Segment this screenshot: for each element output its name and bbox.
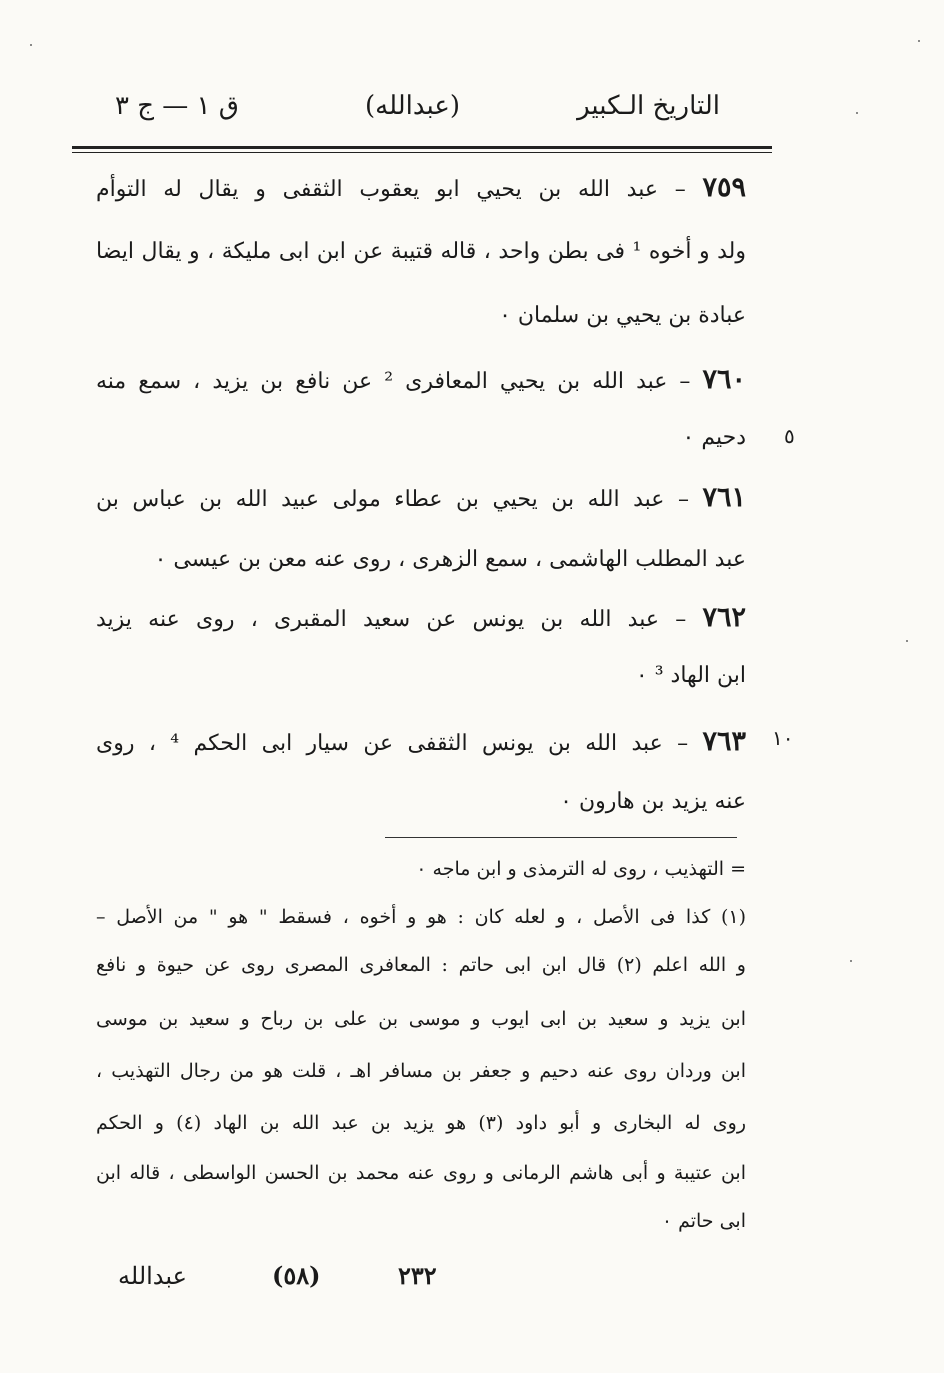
scan-speck	[918, 40, 920, 42]
footnote-line: (١) كذا فى الأصل ، و لعله كان : هو و أخوه ، فسقط " هو " من الأصل –	[96, 906, 746, 928]
footnote-line: ابن يزيد و سعيد بن ابى ايوب و موسى بن على بن رباح و سعيد بن موسى	[96, 1008, 746, 1030]
entry-line: ولد و أخوه ¹ فى بطن واحد ، قاله قتيبة عن ابن ابى مليكة ، و يقال ايضا	[96, 239, 746, 264]
line-number: ١٠	[772, 726, 794, 750]
volume-label: ق ١ — ج ٣	[115, 91, 239, 121]
scan-speck	[906, 640, 908, 642]
entry-number: ٧٦٠	[702, 364, 746, 395]
folio-number: (٥٨)	[272, 1261, 321, 1290]
footnote-line: روى له البخارى و أبو داود (٣) هو يزيد بن عبد الله بن الهاد (٤) و الحكم	[96, 1112, 746, 1134]
entry-line: ٧٦١ – عبد الله بن يحيي بن عطاء مولى عبيد الله بن عباس بن	[96, 482, 746, 513]
footnote-line: و الله اعلم (٢) قال ابن ابى حاتم : المعافرى المصرى روى عن حيوة و نافع	[96, 954, 746, 976]
entry-line: عنه يزيد بن هارون ٠	[560, 789, 746, 814]
header-rule-thin	[72, 152, 772, 153]
page-number: ٢٣٢	[398, 1261, 437, 1290]
footnote-line: ابن وردان روى عنه دحيم و جعفر بن مسافر اهـ ، قلت هو من رجال التهذيب ،	[96, 1060, 746, 1082]
entry-line: ٧٥٩ – عبد الله بن يحيي ابو يعقوب الثقفى و يقال له التوأم	[96, 172, 746, 203]
entry-line: عبادة بن يحيي بن سلمان ٠	[499, 303, 746, 328]
entry-line: ٧٦٣ – عبد الله بن يونس الثقفى عن سيار ابى الحكم ⁴ ، روى	[96, 726, 746, 757]
entry-line: دحيم ٠	[682, 425, 746, 450]
line-number: ٥	[784, 424, 795, 448]
entry-line: ٧٦٢ – عبد الله بن يونس عن سعيد المقبرى ، روى عنه يزيد	[96, 602, 746, 633]
header-rule	[72, 146, 772, 149]
scan-speck	[850, 960, 852, 962]
book-title: التاريخ الـكبير	[577, 91, 720, 121]
scan-speck	[30, 44, 32, 46]
footnote-line: ابى حاتم ٠	[661, 1210, 746, 1232]
entry-line: عبد المطلب الهاشمى ، سمع الزهرى ، روى عنه معن بن عيسى ٠	[154, 547, 746, 572]
scan-speck	[856, 112, 858, 114]
entry-number: ٧٦٢	[702, 602, 746, 633]
footnote-line: = التهذيب ، روى له الترمذى و ابن ماجه ٠	[416, 858, 746, 880]
footnote-rule	[385, 837, 737, 838]
entry-number: ٧٦١	[702, 482, 746, 513]
entry-number: ٧٥٩	[702, 172, 746, 203]
signature-word: عبدالله	[118, 1262, 187, 1290]
entry-number: ٧٦٣	[702, 726, 746, 757]
section-name: (عبدالله)	[365, 91, 461, 121]
entry-line: ابن الهاد ³ ٠	[635, 663, 746, 688]
entry-line: ٧٦٠ – عبد الله بن يحيي المعافرى ² عن نافع بن يزيد ، سمع منه	[96, 364, 746, 395]
footnote-line: ابن عتيبة و أبى هاشم الرمانى و روى عنه محمد بن الحسن الواسطى ، قاله ابن	[96, 1162, 746, 1184]
